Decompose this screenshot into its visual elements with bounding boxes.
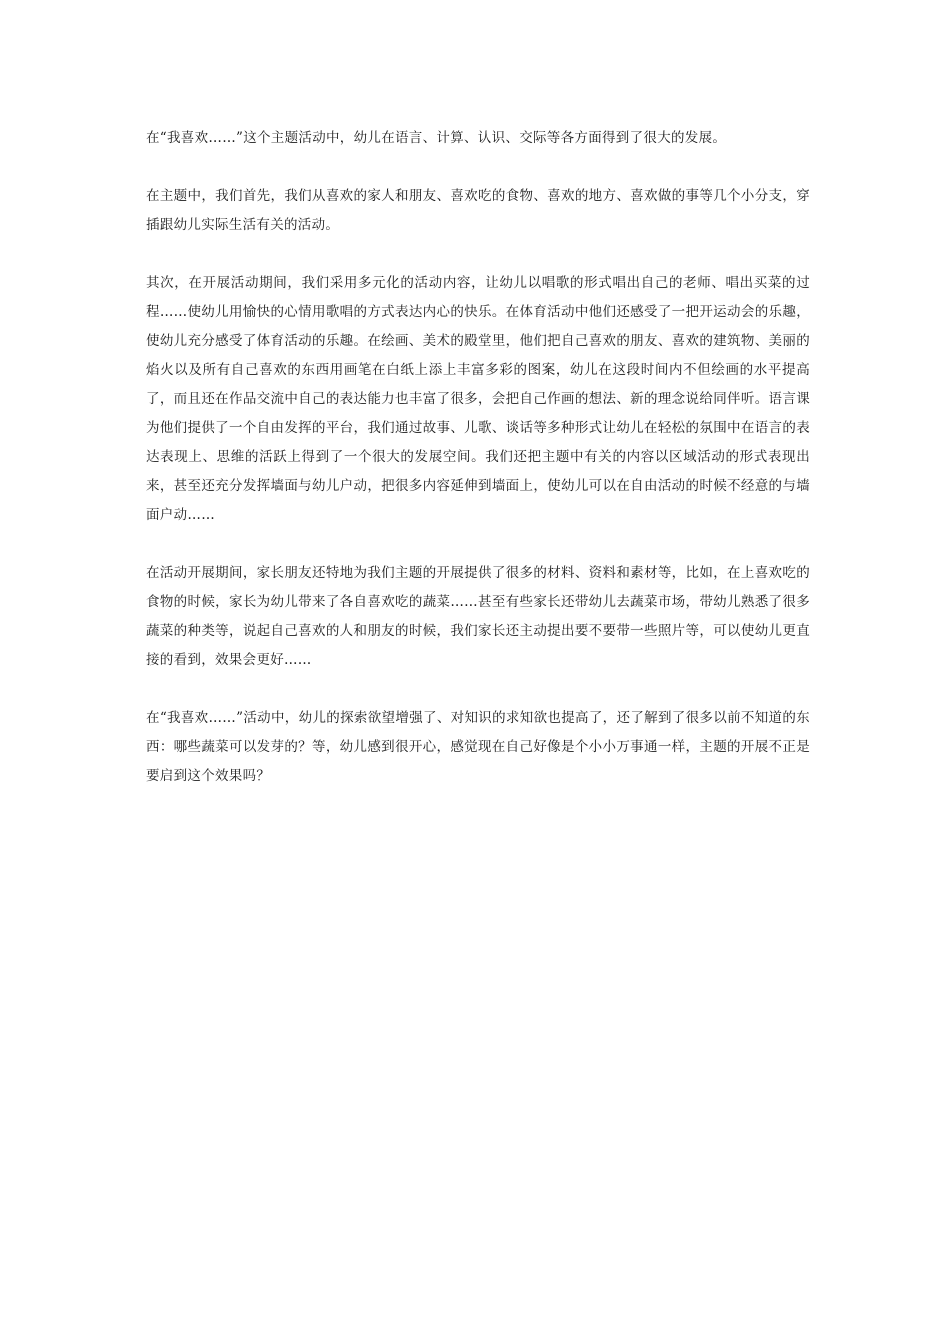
paragraph-1: 在“我喜欢……”这个主题活动中，幼儿在语言、计算、认识、交际等各方面得到了很大的发展。 bbox=[146, 130, 727, 146]
paragraph-3: 其次，在开展活动期间，我们采用多元化的活动内容，让幼儿以唱歌的形式唱出自己的老师、唱出买菜的过程……使幼儿用愉快的心情用歌唱的方式表达内心的快乐。在体育活动中他们还感受了一把开运动会的乐趣，使幼儿充分感受了体育活动的乐趣。在绘画、美术的殿堂里，他们把自己喜欢的朋友、喜欢的建筑物、美丽的焰火以及所有自己喜欢的东西用画笔在白纸上添上丰富多彩的图案，幼儿在这段时间内不但绘画的水平提高了，而且还在作品交流中自己的表达能力也丰富了很多，会把自己作画的想法、新的理念说给同伴听。语言课为他们提供了一个自由发挥的平台，我们通过故事、儿歌、谈话等多种形式让幼儿在轻松的氛围中在语言的表达表现上、思维的活跃上得到了一个很大的发展空间。我们还把主题中有关的内容以区域活动的形式表现出来，甚至还充分发挥墙面与幼儿户动，把很多内容延伸到墙面上，使幼儿可以在自由活动的时候不经意的与墙面户动…… bbox=[146, 275, 810, 523]
paragraph-4: 在活动开展期间，家长朋友还特地为我们主题的开展提供了很多的材料、资料和素材等，比如，在上喜欢吃的食物的时候，家长为幼儿带来了各自喜欢吃的蔬菜……甚至有些家长还带幼儿去蔬菜市场，带幼儿熟悉了很多蔬菜的种类等，说起自己喜欢的人和朋友的时候，我们家长还主动提出要不要带一些照片等，可以使幼儿更直接的看到，效果会更好…… bbox=[146, 565, 810, 668]
paragraph-5: 在“我喜欢……”活动中，幼儿的探索欲望增强了、对知识的求知欲也提高了，还了解到了很多以前不知道的东西：哪些蔬菜可以发芽的？等，幼儿感到很开心，感觉现在自己好像是个小小万事通一样，主题的开展不正是要启到这个效果吗？ bbox=[146, 710, 810, 784]
paragraph-2: 在主题中，我们首先，我们从喜欢的家人和朋友、喜欢吃的食物、喜欢的地方、喜欢做的事等几个小分支，穿插跟幼儿实际生活有关的活动。 bbox=[146, 188, 810, 233]
document-body bbox=[146, 124, 810, 791]
